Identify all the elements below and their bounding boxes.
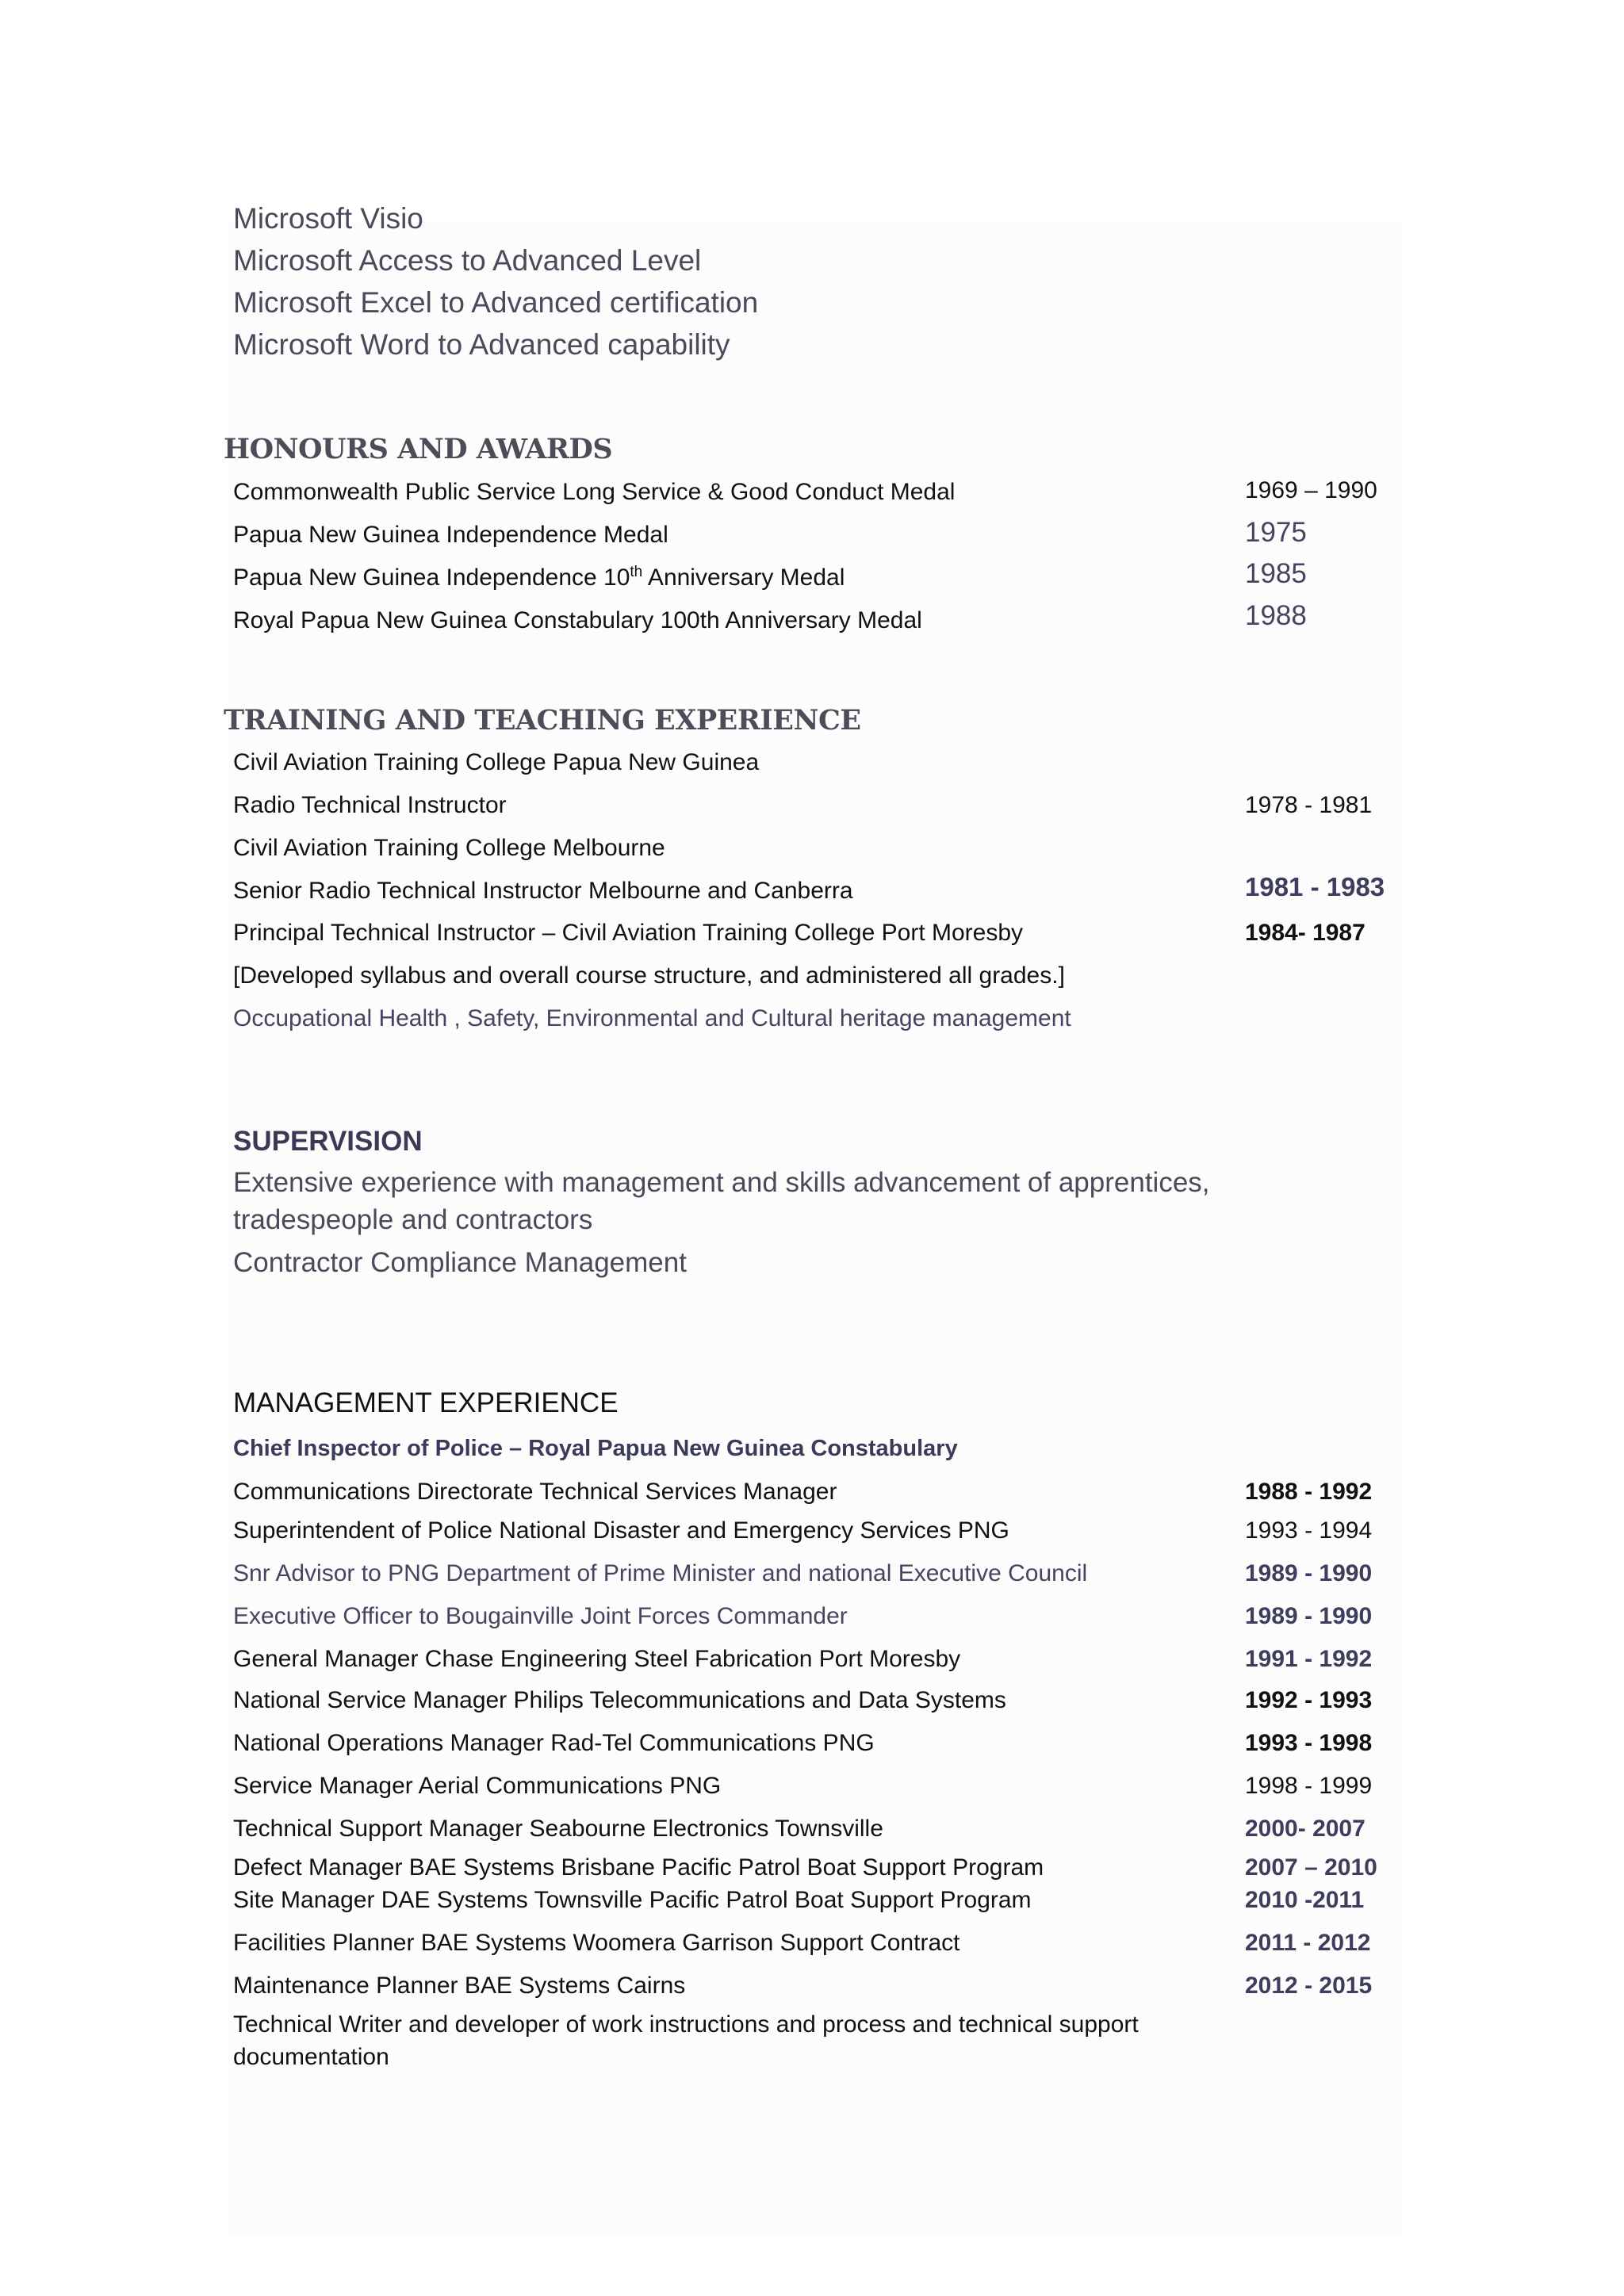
management-label: General Manager Chase Engineering Steel Fabrication Port Moresby: [233, 1646, 961, 1672]
management-label: Maintenance Planner BAE Systems Cairns: [233, 1973, 686, 1999]
management-year: 2010 -2011: [1245, 1887, 1365, 1913]
management-year: 1991 - 1992: [1245, 1646, 1373, 1672]
training-label: Radio Technical Instructor: [233, 792, 507, 818]
honour-year: 1988: [1245, 600, 1307, 631]
training-label: Civil Aviation Training College Melbourne: [233, 835, 665, 861]
training-year: 1984- 1987: [1245, 920, 1365, 946]
management-year: 2000- 2007: [1245, 1816, 1365, 1842]
management-year: 1992 - 1993: [1245, 1687, 1373, 1713]
software-item: Microsoft Visio: [233, 202, 423, 235]
management-year: 1989 - 1990: [1245, 1603, 1373, 1629]
management-label: National Service Manager Philips Telecommunications and Data Systems: [233, 1687, 1006, 1713]
training-heading: TRAINING AND TEACHING EXPERIENCE: [224, 704, 861, 737]
honour-label: Royal Papua New Guinea Constabulary 100th Anniversary Medal: [233, 607, 922, 633]
management-year: 2011 - 2012: [1245, 1930, 1371, 1956]
supervision-text: Contractor Compliance Management: [233, 1247, 687, 1278]
honour-year: 1985: [1245, 558, 1307, 589]
management-label: Facilities Planner BAE Systems Woomera Garrison Support Contract: [233, 1930, 960, 1956]
honour-year: 1975: [1245, 517, 1307, 548]
training-year: 1981 - 1983: [1245, 872, 1385, 901]
honour-label: Papua New Guinea Independence Medal: [233, 522, 668, 548]
software-item: Microsoft Excel to Advanced certification: [233, 286, 759, 319]
management-label: National Operations Manager Rad-Tel Communications PNG: [233, 1730, 875, 1756]
management-label: Defect Manager BAE Systems Brisbane Pacific Patrol Boat Support Program: [233, 1854, 1044, 1881]
training-label: Civil Aviation Training College Papua New Guinea: [233, 749, 760, 775]
management-final-line: Technical Writer and developer of work instructions and process and technical support: [233, 2011, 1139, 2038]
management-label: Communications Directorate Technical Services Manager: [233, 1479, 837, 1505]
supervision-text: tradespeople and contractors: [233, 1204, 593, 1235]
supervision-text: Extensive experience with management and skills advancement of apprentices,: [233, 1167, 1210, 1198]
honour-label: Commonwealth Public Service Long Service & Good Conduct Medal: [233, 479, 956, 505]
management-subheading: Chief Inspector of Police – Royal Papua New Guinea Constabulary: [233, 1436, 958, 1461]
management-year: 1993 - 1994: [1245, 1517, 1373, 1544]
management-year: 2007 – 2010: [1245, 1854, 1377, 1881]
management-final-line: documentation: [233, 2044, 389, 2070]
supervision-heading: SUPERVISION: [233, 1126, 423, 1157]
training-label: [Developed syllabus and overall course structure, and administered all grades.]: [233, 962, 1065, 989]
management-label: Technical Support Manager Seabourne Electronics Townsville: [233, 1816, 883, 1842]
management-label: Superintendent of Police National Disaster and Emergency Services PNG: [233, 1517, 1009, 1544]
management-label: Service Manager Aerial Communications PNG: [233, 1773, 722, 1799]
honour-label: Papua New Guinea Independence 10th Anniversary Medal: [233, 564, 845, 591]
management-year: 1998 - 1999: [1245, 1773, 1373, 1799]
management-year: 1989 - 1990: [1245, 1560, 1373, 1586]
management-year: 2012 - 2015: [1245, 1973, 1373, 1999]
management-year: 1988 - 1992: [1245, 1479, 1373, 1505]
training-label: Senior Radio Technical Instructor Melbourne and Canberra: [233, 878, 853, 904]
software-item: Microsoft Word to Advanced capability: [233, 328, 730, 361]
management-label: Site Manager DAE Systems Townsville Pacific Patrol Boat Support Program: [233, 1887, 1032, 1913]
training-label: Occupational Health , Safety, Environmental and Cultural heritage management: [233, 1005, 1071, 1031]
training-label: Principal Technical Instructor – Civil Aviation Training College Port Moresby: [233, 920, 1024, 946]
honours-heading: HONOURS AND AWARDS: [224, 433, 613, 465]
management-year: 1993 - 1998: [1245, 1730, 1373, 1756]
training-year: 1978 - 1981: [1245, 792, 1373, 818]
management-label: Snr Advisor to PNG Department of Prime Minister and national Executive Council: [233, 1560, 1088, 1586]
management-label: Executive Officer to Bougainville Joint Forces Commander: [233, 1603, 848, 1629]
software-item: Microsoft Access to Advanced Level: [233, 244, 702, 277]
management-heading: MANAGEMENT EXPERIENCE: [233, 1387, 619, 1418]
honour-year: 1969 – 1990: [1245, 477, 1377, 503]
